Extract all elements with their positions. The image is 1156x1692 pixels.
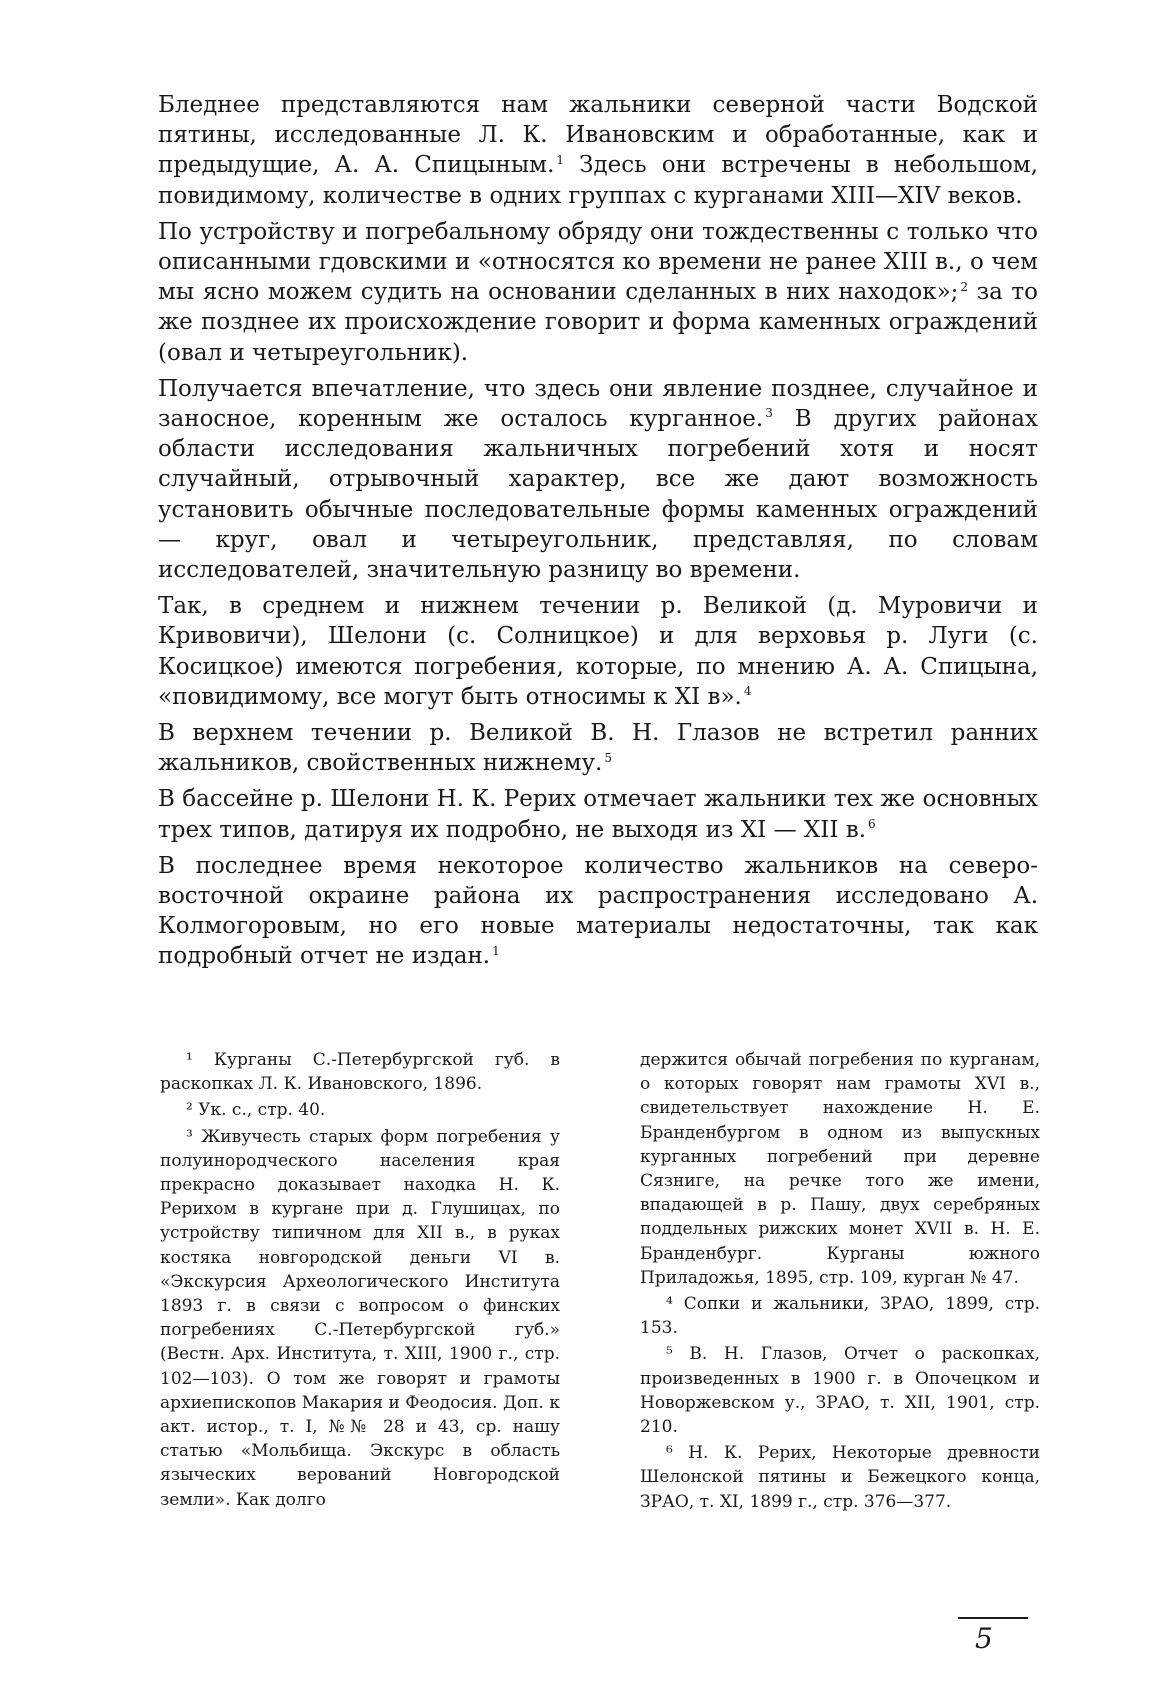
footnote-ref: 4 [743, 684, 752, 699]
paragraph-7 [158, 851, 1038, 972]
paragraph-text: Бледнее представляются нам жальники северной части Водской пятины, исследованные Л. К. Ивановским и обработанные, как и предыдущие, А. А. Спицыным. [158, 92, 1038, 179]
footnote-3-continued: держится обычай погребения по курганам, о которых говорят нам грамоты XVI в., свидетельствует нахождение Н. Е. Бранденбургом в одном из выпускных курганных погребений при деревне Сязниге, на речке того же имени, впадающей в р. Пашу, двух серебряных поддельных рижских монет XVII в. Н. Е. Бранденбург. Курганы южного Приладожья, 1895, стр. 109, курган № 47. [640, 1050, 1040, 1288]
footnote-2: ² Ук. с., стр. 40. [186, 1100, 326, 1121]
paragraph-1 [158, 90, 1038, 211]
footnote-1: ¹ Курганы С.-Петербургской губ. в раскопках Л. К. Ивановского, 1896. [160, 1050, 560, 1095]
paragraph-text: Так, в среднем и нижнем течении р. Великой (д. Муровичи и Кривовичи), Шелони (с. Солницкое) и для верховья р. Луги (с. Косицкое) имеются погребения, которые, по мнению А. А. Спицына, «повидимому, все могут быть относимы к XI в». [158, 593, 1038, 710]
footnote-ref: 1 [556, 152, 565, 167]
paragraph-4 [158, 591, 1038, 712]
paragraph-3 [158, 374, 1038, 585]
footnote-ref: 2 [960, 279, 969, 294]
footnote-ref: 6 [868, 817, 876, 832]
paragraph-text: Получается впечатление, что здесь они явление позднее, случайное и заносное, коренным же осталось курганное. [158, 375, 1038, 433]
paragraph-text: По устройству и погребальному обряду они тождественны с только что описанными гдовскими и «относятся ко времени не ранее XIII в., о чем мы ясно можем судить на основании сделанных в них находок»; [158, 218, 1038, 306]
paragraph-text: В бассейне р. Шелони Н. К. Рерих отмечает жальники тех же основных трех типов, датируя их подробно, не выходя из XI — XII в. [158, 786, 1038, 843]
footnote-3: ³ Живучесть старых форм погребения у полуинородческого населения края прекрасно доказывает находка Н. К. Рерихом в кургане при д. Глушицах, по устройству типичном для XII в., в руках костяка новгородской деньги VI в. «Экскурсия Археологического Института 1893 г. в связи с вопросом о финских погребениях С.-Петербургской губ.» (Вестн. Арх. Института, т. XIII, 1900 г., стр. 102—103). О том же говорят и грамоты архиепископов Макария и Феодосия. Доп. к акт. истор., т. I, №№ 28 и 43, ср. нашу статью «Мольбища. Экскурс в область языческих верований Новгородской земли». Как долго [160, 1126, 560, 1510]
main-text [158, 90, 1038, 978]
page-number-rule [958, 1617, 1028, 1619]
footnote-6: ⁶ Н. К. Рерих, Некоторые древности Шелонской пятины и Бежецкого конца, ЗРАО, т. XI, 1899 г., стр. 376—377. [640, 1443, 1040, 1512]
footnote-ref: 5 [604, 750, 613, 765]
paragraph-text: В других районах области исследования жальничных погребений хотя и носят случайный, отрывочный характер, все же дают возможность установить обычные последовательные формы каменных ограждений— круг, овал и четыреугольник, представляя, по словам исследователей, значительную разницу во времени. [158, 406, 1038, 584]
footnote-ref: 3 [765, 406, 773, 421]
page-number: 5 [975, 1622, 993, 1655]
paragraph-text: В верхнем течении р. Великой В. Н. Глазов не встретил ранних жальников, свойственных нижнему. [158, 720, 1038, 777]
paragraph-text: за то же позднее их происхождение говорит и форма каменных ограждений (овал и четыреугольник). [158, 279, 1038, 366]
footnote-5: ⁵ В. Н. Глазов, Отчет о раскопках, произведенных в 1900 г. в Опочецком и Новоржевском у., ЗРАО, т. XII, 1901, стр. 210. [640, 1344, 1040, 1438]
footnotes-right-column [640, 1048, 1040, 1516]
paragraph-6 [158, 784, 1038, 844]
footnote-ref: 1 [492, 943, 500, 958]
footnote-4: ⁴ Сопки и жальники, ЗРАО, 1899, стр. 153. [640, 1294, 1040, 1339]
paragraph-2 [158, 217, 1038, 368]
footnotes [160, 1048, 1040, 1516]
paragraph-text: В последнее время некоторое количество жальников на северо-восточной окраине района их распространения исследовано А. Колмогоровым, но его новые материалы недостаточны, так как подробный отчет не издан. [158, 852, 1038, 970]
footnotes-left-column [160, 1048, 560, 1516]
paragraph-5 [158, 718, 1038, 778]
paragraph-text: Здесь они встречены в небольшом, повидимому, количестве в одних группах с курганами XIII—XIV веков. [158, 152, 1038, 209]
